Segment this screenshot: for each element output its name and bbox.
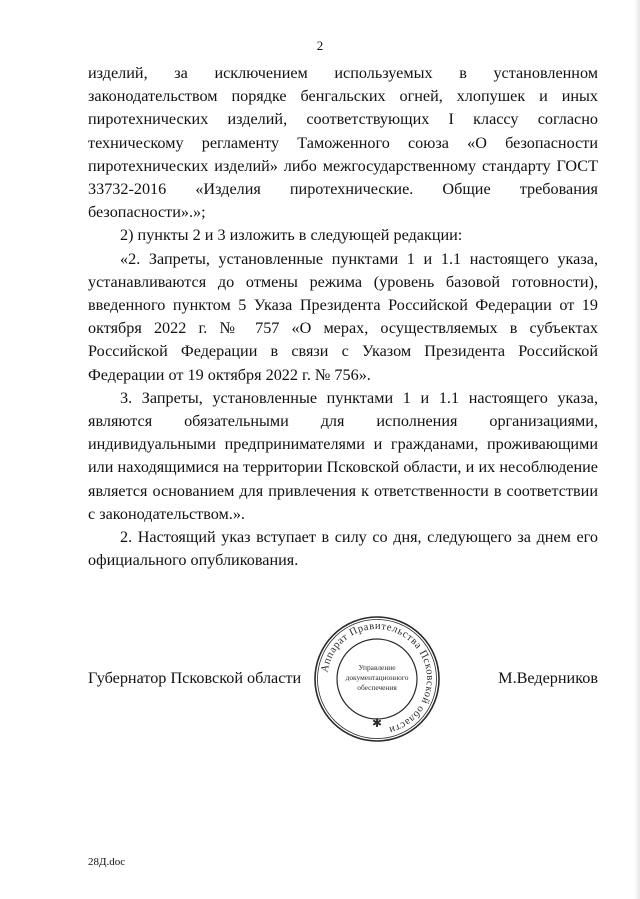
signatory-title: Губернатор Псковской области xyxy=(88,669,302,687)
paragraph-point-3: 3. Запреты, установленные пунктами 1 и 1.1 настоящего указа, являются обязательными для исполнения организациями, индивидуальными предпринимателями и гражданами, проживающими или находящимися на территории Псковской области, и их несоблюдение является основанием для привлечения к ответственности в соответствии с законодательством.». xyxy=(88,388,598,523)
seal-star-icon: ✱ xyxy=(371,716,383,730)
seal-inner-text-line-3: обеспечения xyxy=(357,683,397,692)
seal-inner-text-line-1: Управление xyxy=(358,663,396,672)
seal-ring-text: Аппарат Правительства Псковской области xyxy=(319,620,436,736)
page-number: 2 xyxy=(316,38,324,53)
paragraph-point-2: «2. Запреты, установленные пунктами 1 и 1.1 настоящего указа, устанавливаются до отмены режима (уровень базовой готовности), введенного пунктом 5 Указа Президента Российской Федерации от 19 октября 2022 г. № 757 «О мерах, осуществляемых в субъектах Российской Федерации в связи с Указом Президента Российской Федерации от 19 октября 2022 г. № 756». xyxy=(88,249,598,384)
paragraph-amendment-intro: 2) пункты 2 и 3 изложить в следующей редакции: xyxy=(120,226,463,245)
scan-edge-shadow xyxy=(634,0,640,899)
document-body xyxy=(88,62,598,572)
seal-inner-text-line-2: документационного xyxy=(345,673,409,682)
signatory-name: М.Ведерников xyxy=(498,669,598,687)
seal-graphic xyxy=(312,614,442,744)
official-seal-stamp xyxy=(312,614,442,744)
file-name-footer: 28Д.doc xyxy=(88,856,126,868)
paragraph-entry-into-force: 2. Настоящий указ вступает в силу со дня, следующего за днем его официального опубликования. xyxy=(88,528,598,570)
paragraph-continuation: изделий, за исключением используемых в установленном законодательством порядке бенгальских огней, хлопушек и иных пиротехнических изделий, соответствующих I классу согласно техническому регламенту Таможенного союза «О безопасности пиротехнических изделий» либо межгосударственному стандарту ГОСТ 33732-2016 «Изделия пиротехнические. Общие требования безопасности».»; xyxy=(88,64,598,222)
